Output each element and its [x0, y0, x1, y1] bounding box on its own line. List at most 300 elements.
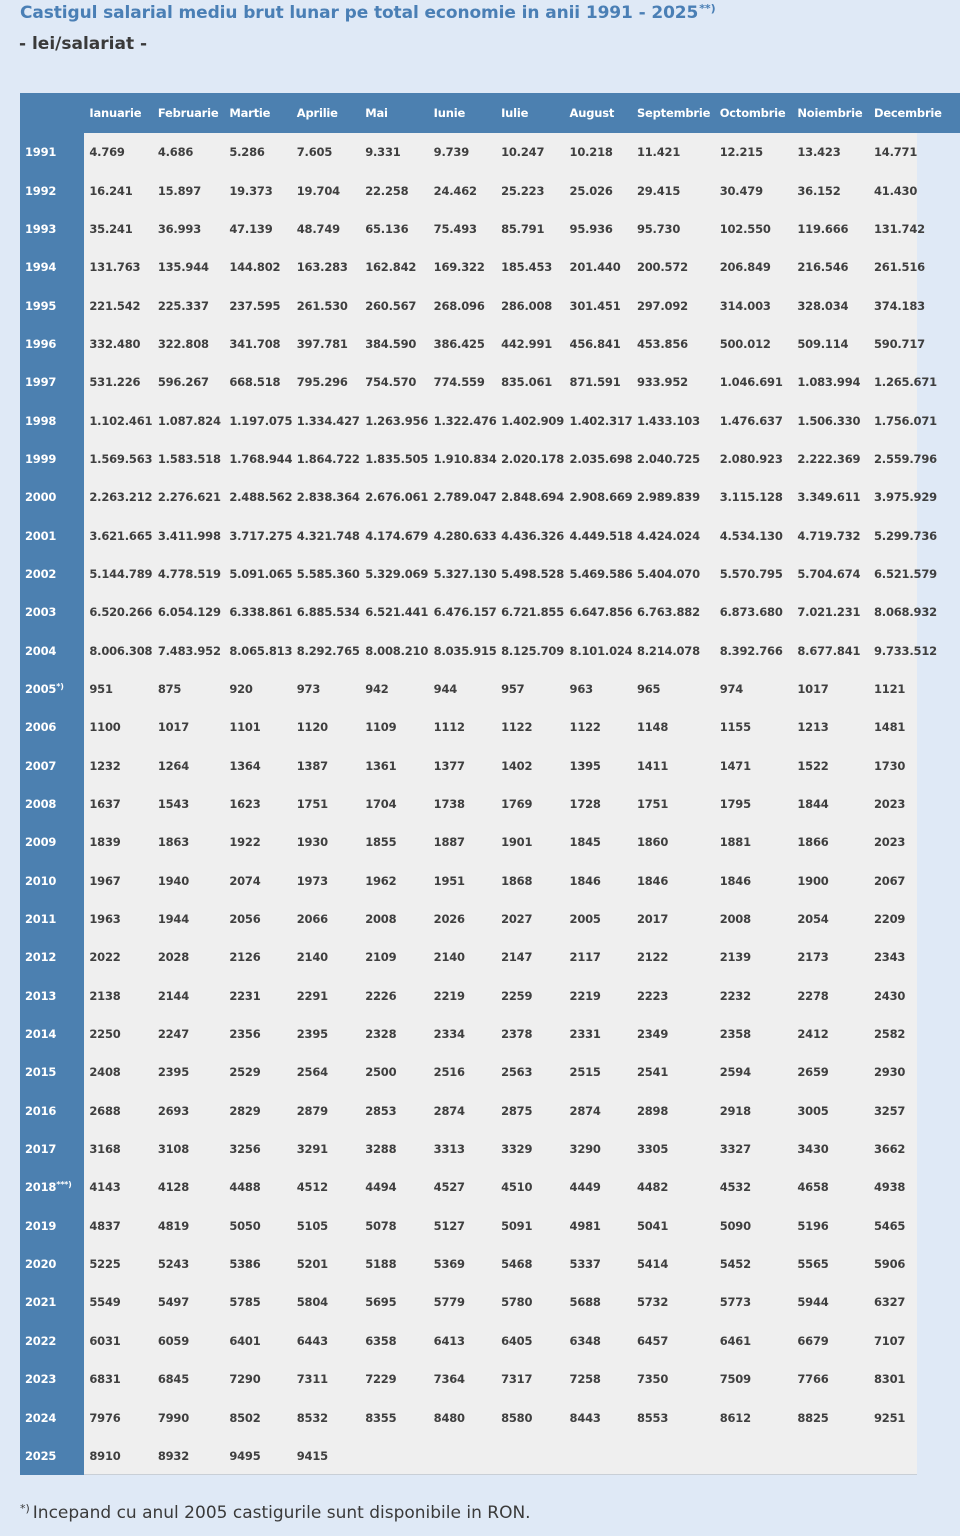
- footnote: [20, 1502, 531, 1523]
- column-header: Decembrie: [869, 93, 960, 133]
- value-cell: 2173: [797, 950, 829, 965]
- value-cell: 456.841: [569, 336, 621, 351]
- year-label: 2006: [25, 720, 57, 735]
- value-cell: 3313: [433, 1142, 465, 1157]
- value-cell: 3108: [157, 1142, 190, 1157]
- year-label: 1995: [25, 298, 57, 313]
- value-cell: 2875: [501, 1103, 533, 1118]
- value-cell: 1.864.722: [296, 451, 360, 466]
- year-cell: [20, 900, 84, 938]
- year-label: 2017: [25, 1142, 57, 1157]
- value-cell: 6.647.856: [569, 605, 633, 620]
- value-cell: 301.451: [569, 298, 621, 313]
- year-cell: [20, 1283, 84, 1321]
- table-row: [20, 210, 960, 248]
- value-cell: 5.585.360: [296, 566, 360, 581]
- value-cell: 2853: [365, 1103, 397, 1118]
- value-cell: 8.392.766: [719, 643, 783, 658]
- year-cell: [20, 1360, 84, 1398]
- value-cell: 5.570.795: [719, 566, 783, 581]
- year-cell: [20, 286, 84, 324]
- value-cell: 3256: [229, 1142, 261, 1157]
- value-cell: 5078: [365, 1218, 397, 1233]
- value-cell: 19.704: [296, 183, 340, 198]
- year-label: 2018: [25, 1180, 57, 1195]
- value-cell: 6401: [229, 1333, 261, 1348]
- value-cell: 1730: [873, 758, 906, 773]
- value-cell: 9.733.512: [873, 643, 937, 658]
- value-cell: 5465: [873, 1218, 906, 1233]
- value-cell: 5780: [501, 1295, 533, 1310]
- year-cell: [20, 1168, 84, 1206]
- value-cell: 5127: [433, 1218, 465, 1233]
- value-cell: 2144: [157, 988, 190, 1003]
- table-row: [20, 862, 960, 900]
- value-cell: 1522: [797, 758, 829, 773]
- value-cell: 8443: [569, 1410, 601, 1425]
- value-cell: 4.436.326: [501, 528, 565, 543]
- year-label: 2019: [25, 1218, 57, 1233]
- value-cell: 2408: [89, 1065, 121, 1080]
- value-cell: 2874: [433, 1103, 465, 1118]
- value-cell: 3329: [501, 1142, 533, 1157]
- value-cell: 933.952: [636, 375, 688, 390]
- value-cell: 2140: [296, 950, 328, 965]
- value-cell: 102.550: [719, 221, 771, 236]
- value-cell: 6.338.861: [229, 605, 293, 620]
- year-cell: [20, 325, 84, 363]
- value-cell: 6461: [719, 1333, 751, 1348]
- value-cell: 216.546: [797, 260, 849, 275]
- year-cell: [20, 248, 84, 286]
- value-cell: 1471: [719, 758, 751, 773]
- value-cell: 261.516: [873, 260, 925, 275]
- value-cell: 4510: [501, 1180, 533, 1195]
- value-cell: 4819: [157, 1218, 190, 1233]
- value-cell: 374.183: [873, 298, 925, 313]
- value-cell: 2930: [873, 1065, 906, 1080]
- value-cell: 2334: [433, 1027, 465, 1042]
- value-cell: 7.605: [296, 145, 333, 160]
- value-cell: 1377: [433, 758, 465, 773]
- year-label: 2012: [25, 950, 57, 965]
- value-cell: 920: [229, 681, 253, 696]
- value-cell: 2.035.698: [569, 451, 633, 466]
- value-cell: 4981: [569, 1218, 601, 1233]
- value-cell: 5188: [365, 1257, 397, 1272]
- value-cell: 2023: [873, 835, 906, 850]
- value-cell: 1860: [636, 835, 669, 850]
- value-cell: 4.686: [157, 145, 194, 160]
- value-cell: 2028: [157, 950, 190, 965]
- column-header: Ianuarie: [84, 93, 152, 133]
- year-label: 2024: [25, 1410, 57, 1425]
- value-cell: 8580: [501, 1410, 533, 1425]
- value-cell: 7509: [719, 1372, 751, 1387]
- value-cell: 1.334.427: [296, 413, 360, 428]
- value-cell: 8.125.709: [501, 643, 565, 658]
- value-cell: 384.590: [365, 336, 417, 351]
- value-cell: 2.908.669: [569, 490, 633, 505]
- header-corner-cell: [20, 93, 84, 133]
- value-cell: 200.572: [636, 260, 688, 275]
- value-cell: 1637: [89, 797, 121, 812]
- value-cell: 237.595: [229, 298, 281, 313]
- value-cell: 774.559: [433, 375, 485, 390]
- value-cell: 397.781: [296, 336, 348, 351]
- value-cell: 7290: [229, 1372, 261, 1387]
- value-cell: 2829: [229, 1103, 261, 1118]
- value-cell: 2563: [501, 1065, 533, 1080]
- value-cell: [715, 1437, 793, 1475]
- table-row: [20, 1015, 960, 1053]
- value-cell: 7317: [501, 1372, 533, 1387]
- value-cell: 2.020.178: [501, 451, 565, 466]
- value-cell: 47.139: [229, 221, 273, 236]
- value-cell: 7311: [296, 1372, 328, 1387]
- column-header: Iulie: [496, 93, 564, 133]
- value-cell: 9.739: [433, 145, 470, 160]
- year-cell: [20, 401, 84, 439]
- value-cell: 1.046.691: [719, 375, 783, 390]
- value-cell: 7.021.231: [797, 605, 861, 620]
- year-cell: [20, 1130, 84, 1168]
- value-cell: 6.885.534: [296, 605, 360, 620]
- value-cell: 169.322: [433, 260, 485, 275]
- value-cell: 162.842: [365, 260, 417, 275]
- year-label: 2011: [25, 912, 57, 927]
- table-row: [20, 1053, 960, 1091]
- year-cell: [20, 133, 84, 171]
- value-cell: 221.542: [89, 298, 141, 313]
- table-row: [20, 747, 960, 785]
- value-cell: 5.091.065: [229, 566, 293, 581]
- value-cell: 2874: [569, 1103, 601, 1118]
- value-cell: 5773: [719, 1295, 751, 1310]
- salary-table-container[interactable]: [20, 93, 942, 1475]
- value-cell: 25.026: [569, 183, 613, 198]
- value-cell: 1839: [89, 835, 121, 850]
- value-cell: 4.769: [89, 145, 125, 160]
- value-cell: 2122: [636, 950, 669, 965]
- value-cell: 5386: [229, 1257, 261, 1272]
- year-label: 1997: [25, 375, 57, 390]
- value-cell: 3.115.128: [719, 490, 783, 505]
- value-cell: 2147: [501, 950, 533, 965]
- value-cell: 3.621.665: [89, 528, 153, 543]
- value-cell: 1109: [365, 720, 397, 735]
- table-row: [20, 708, 960, 746]
- value-cell: 5225: [89, 1257, 121, 1272]
- table-header-row: [20, 93, 960, 133]
- value-cell: 268.096: [433, 298, 485, 313]
- value-cell: 15.897: [157, 183, 201, 198]
- value-cell: 2.222.369: [797, 451, 861, 466]
- value-cell: 19.373: [229, 183, 273, 198]
- value-cell: [360, 1437, 428, 1475]
- value-cell: 2219: [433, 988, 465, 1003]
- year-cell: [20, 1207, 84, 1245]
- value-cell: 1121: [873, 681, 906, 696]
- value-cell: 2582: [873, 1027, 906, 1042]
- value-cell: 3290: [569, 1142, 601, 1157]
- value-cell: 4.424.024: [636, 528, 700, 543]
- value-cell: 9251: [873, 1410, 906, 1425]
- table-row: [20, 823, 960, 861]
- value-cell: 3005: [797, 1103, 829, 1118]
- value-cell: 2278: [797, 988, 829, 1003]
- value-cell: 2349: [636, 1027, 669, 1042]
- value-cell: 4512: [296, 1180, 328, 1195]
- value-cell: 4532: [719, 1180, 751, 1195]
- value-cell: 1.910.834: [433, 451, 497, 466]
- value-cell: 35.241: [89, 221, 133, 236]
- page-title-text: Castigul salarial mediu brut lunar pe total economie in anii 1991 - 2025: [20, 3, 699, 23]
- value-cell: 5732: [636, 1295, 669, 1310]
- year-cell: [20, 1322, 84, 1360]
- value-cell: 4488: [229, 1180, 261, 1195]
- value-cell: 1.583.518: [157, 451, 221, 466]
- value-cell: 4658: [797, 1180, 829, 1195]
- year-label: 2025: [25, 1448, 57, 1463]
- value-cell: 453.856: [636, 336, 688, 351]
- value-cell: 1543: [157, 797, 190, 812]
- footnote-marker: *): [20, 1502, 30, 1515]
- table-row: [20, 1437, 960, 1475]
- value-cell: 7990: [157, 1410, 190, 1425]
- value-cell: 2138: [89, 988, 121, 1003]
- table-row: [20, 440, 960, 478]
- value-cell: 5105: [296, 1218, 328, 1233]
- value-cell: 2395: [296, 1027, 328, 1042]
- value-cell: 1704: [365, 797, 397, 812]
- value-cell: 1901: [501, 835, 533, 850]
- value-cell: 24.462: [433, 183, 477, 198]
- value-cell: 286.008: [501, 298, 553, 313]
- value-cell: 1846: [636, 873, 669, 888]
- value-cell: 3.349.611: [797, 490, 861, 505]
- value-cell: [429, 1437, 496, 1475]
- value-cell: 30.479: [719, 183, 763, 198]
- value-cell: 5804: [296, 1295, 328, 1310]
- year-cell: [20, 670, 84, 708]
- value-cell: 6.476.157: [433, 605, 497, 620]
- value-cell: 5.299.736: [873, 528, 937, 543]
- value-cell: 5414: [636, 1257, 669, 1272]
- value-cell: 2017: [636, 912, 669, 927]
- value-cell: 14.771: [873, 145, 918, 160]
- column-header: Octombrie: [715, 93, 793, 133]
- value-cell: 2140: [433, 950, 465, 965]
- value-cell: 185.453: [501, 260, 553, 275]
- value-cell: 1.087.824: [157, 413, 221, 428]
- column-header: Aprilie: [292, 93, 360, 133]
- value-cell: 1.402.317: [569, 413, 633, 428]
- value-cell: 5090: [719, 1218, 751, 1233]
- value-cell: 3327: [719, 1142, 751, 1157]
- value-cell: 206.849: [719, 260, 771, 275]
- value-cell: 5.498.528: [501, 566, 565, 581]
- value-cell: 1866: [797, 835, 829, 850]
- table-row: [20, 286, 960, 324]
- value-cell: 1155: [719, 720, 751, 735]
- value-cell: 1846: [719, 873, 751, 888]
- table-row: [20, 171, 960, 209]
- value-cell: 1.083.994: [797, 375, 861, 390]
- value-cell: 4494: [365, 1180, 397, 1195]
- value-cell: 1944: [157, 912, 190, 927]
- value-cell: 1962: [365, 873, 397, 888]
- year-label: 1993: [25, 221, 57, 236]
- value-cell: 3.411.998: [157, 528, 221, 543]
- value-cell: 1213: [797, 720, 829, 735]
- value-cell: 25.223: [501, 183, 545, 198]
- value-cell: 1.197.075: [229, 413, 293, 428]
- table-row: [20, 1092, 960, 1130]
- value-cell: 871.591: [569, 375, 621, 390]
- value-cell: 10.247: [501, 145, 545, 160]
- value-cell: 1795: [719, 797, 751, 812]
- value-cell: 1.102.461: [89, 413, 153, 428]
- value-cell: 6.521.441: [365, 605, 429, 620]
- value-cell: 6405: [501, 1333, 533, 1348]
- column-header: August: [565, 93, 632, 133]
- table-body: [20, 133, 960, 1475]
- page-subtitle: - lei/salariat -: [19, 34, 148, 54]
- value-cell: 2139: [719, 950, 751, 965]
- value-cell: 1402: [501, 758, 533, 773]
- value-cell: 2659: [797, 1065, 829, 1080]
- value-cell: 8355: [365, 1410, 397, 1425]
- value-cell: 8.214.078: [636, 643, 700, 658]
- year-cell: [20, 1245, 84, 1283]
- value-cell: 2008: [719, 912, 751, 927]
- value-cell: 3430: [797, 1142, 829, 1157]
- value-cell: 1387: [296, 758, 328, 773]
- value-cell: 8910: [89, 1448, 121, 1463]
- value-cell: 2074: [229, 873, 261, 888]
- value-cell: 5944: [797, 1295, 829, 1310]
- year-cell: [20, 785, 84, 823]
- year-cell: [20, 823, 84, 861]
- value-cell: 65.136: [365, 221, 409, 236]
- value-cell: 5369: [433, 1257, 465, 1272]
- value-cell: 2109: [365, 950, 397, 965]
- value-cell: 2516: [433, 1065, 465, 1080]
- value-cell: 1017: [157, 720, 190, 735]
- value-cell: 2594: [719, 1065, 751, 1080]
- value-cell: 1017: [797, 681, 829, 696]
- value-cell: 951: [89, 681, 113, 696]
- value-cell: 7107: [873, 1333, 906, 1348]
- value-cell: 1.768.944: [229, 451, 293, 466]
- value-cell: 2541: [636, 1065, 669, 1080]
- value-cell: 2056: [229, 912, 261, 927]
- value-cell: 668.518: [229, 375, 281, 390]
- year-label: 1992: [25, 183, 57, 198]
- value-cell: 1868: [501, 873, 533, 888]
- value-cell: 8.035.915: [433, 643, 497, 658]
- value-cell: 1845: [569, 835, 601, 850]
- value-cell: 131.742: [873, 221, 925, 236]
- value-cell: 2.848.694: [501, 490, 565, 505]
- year-label: 2007: [25, 758, 57, 773]
- value-cell: 2250: [89, 1027, 121, 1042]
- value-cell: 3.717.275: [229, 528, 293, 543]
- year-label: 2020: [25, 1257, 57, 1272]
- table-row: [20, 1398, 960, 1436]
- value-cell: 1264: [157, 758, 190, 773]
- value-cell: 10.218: [569, 145, 613, 160]
- table-row: [20, 1130, 960, 1168]
- value-cell: 1.265.671: [873, 375, 937, 390]
- value-cell: 1973: [296, 873, 328, 888]
- year-cell: [20, 593, 84, 631]
- year-cell: [20, 1053, 84, 1091]
- value-cell: 1232: [89, 758, 121, 773]
- value-cell: 1951: [433, 873, 465, 888]
- year-label: 2004: [25, 643, 57, 658]
- value-cell: 500.012: [719, 336, 771, 351]
- value-cell: 1148: [636, 720, 669, 735]
- year-cell: [20, 478, 84, 516]
- value-cell: 1.569.563: [89, 451, 153, 466]
- value-cell: 2378: [501, 1027, 533, 1042]
- value-cell: 2356: [229, 1027, 261, 1042]
- value-cell: 4128: [157, 1180, 190, 1195]
- value-cell: 1900: [797, 873, 829, 888]
- value-cell: 1728: [569, 797, 601, 812]
- value-cell: 1751: [296, 797, 328, 812]
- value-cell: 1738: [433, 797, 465, 812]
- table-row: [20, 1207, 960, 1245]
- value-cell: 4.280.633: [433, 528, 497, 543]
- value-cell: 2054: [797, 912, 829, 927]
- value-cell: 2.789.047: [433, 490, 497, 505]
- footnote-text: Incepand cu anul 2005 castigurile sunt disponibile in RON.: [32, 1503, 531, 1523]
- year-label: 2008: [25, 797, 57, 812]
- table-row: [20, 363, 960, 401]
- value-cell: 2226: [365, 988, 397, 1003]
- value-cell: 1361: [365, 758, 397, 773]
- year-cell: [20, 171, 84, 209]
- value-cell: 5337: [569, 1257, 601, 1272]
- value-cell: 8532: [296, 1410, 328, 1425]
- table-row: [20, 593, 960, 631]
- value-cell: 2.263.212: [89, 490, 153, 505]
- value-cell: 974: [719, 681, 744, 696]
- value-cell: 1881: [719, 835, 751, 850]
- value-cell: 6031: [89, 1333, 121, 1348]
- salary-table: [20, 93, 960, 1475]
- value-cell: 6327: [873, 1295, 906, 1310]
- value-cell: 3662: [873, 1142, 906, 1157]
- value-cell: 2.559.796: [873, 451, 937, 466]
- value-cell: 95.936: [569, 221, 613, 236]
- value-cell: 6.721.855: [501, 605, 565, 620]
- value-cell: 8.677.841: [797, 643, 861, 658]
- value-cell: 1122: [569, 720, 601, 735]
- column-header: Martie: [224, 93, 291, 133]
- value-cell: 2918: [719, 1103, 751, 1118]
- value-cell: 1769: [501, 797, 533, 812]
- table-row: [20, 516, 960, 554]
- value-cell: 6.521.579: [873, 566, 937, 581]
- value-cell: 2027: [501, 912, 533, 927]
- year-cell: [20, 938, 84, 976]
- value-cell: 1120: [296, 720, 328, 735]
- value-cell: 2.276.621: [157, 490, 221, 505]
